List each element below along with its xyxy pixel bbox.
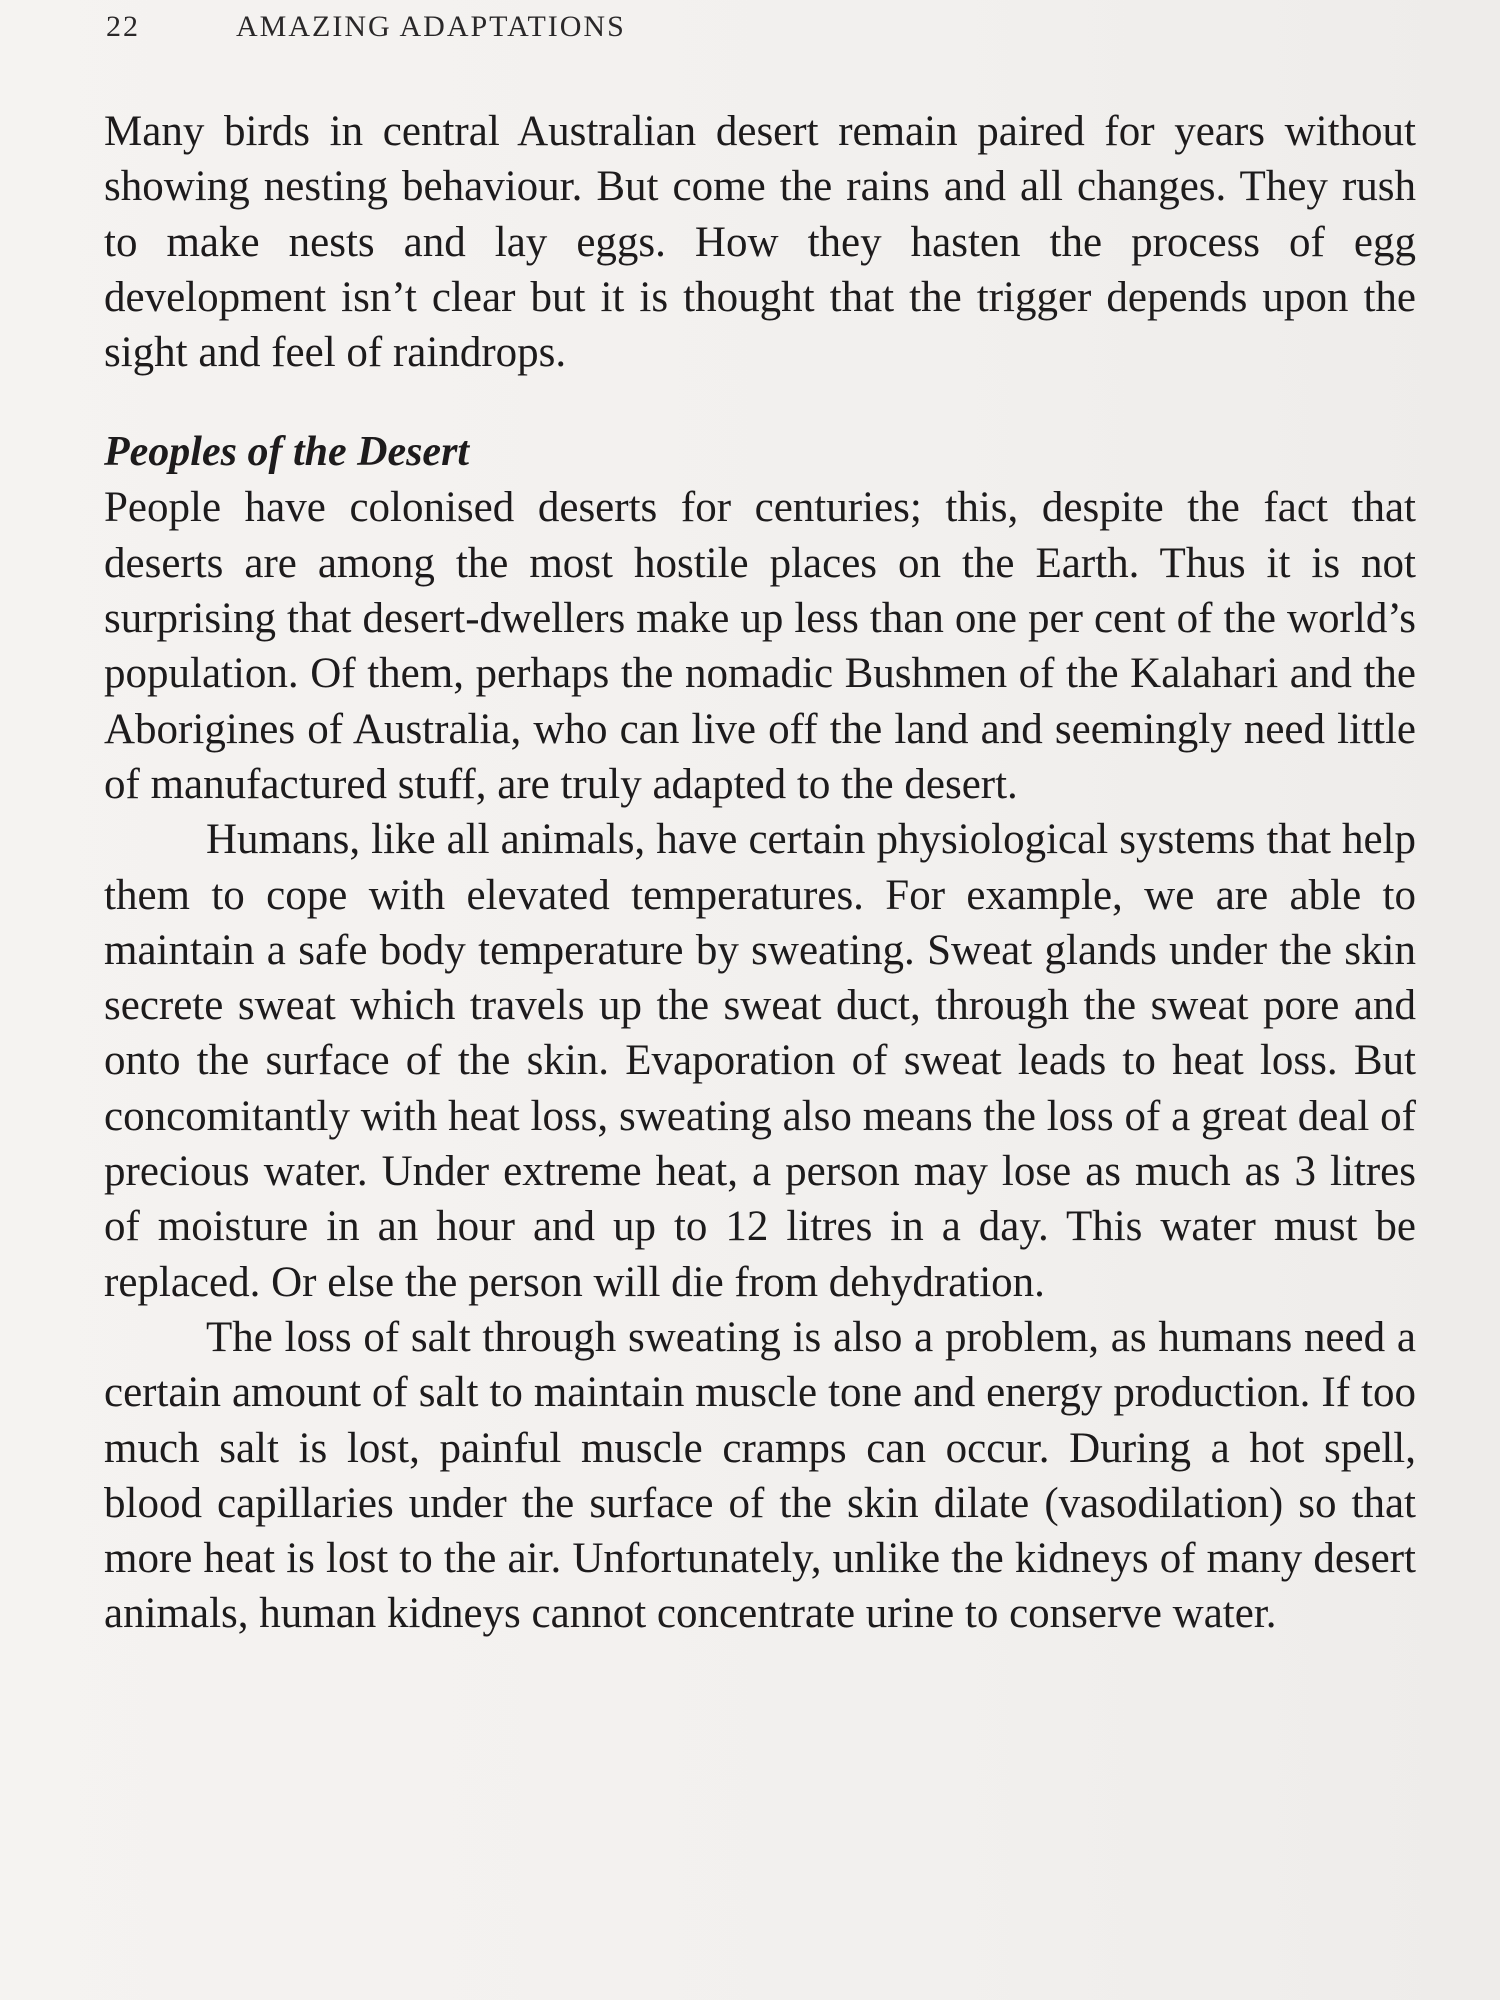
section-heading: Peoples of the Desert	[104, 429, 470, 476]
paragraph-salt-loss: The loss of salt through sweating is also a problem, as humans need a certain amount of salt to maintain muscle tone and energy production. If too much salt is lost, painful muscle cramps can occur. During a hot spell, blood capillaries under the surface of the skin dilate (vasodilation) so that more heat is lost to the air. Unfortunately, unlike the kidneys of many desert animals, human kidneys cannot concentrate urine to conserve water.	[104, 1313, 1416, 1638]
paragraph-peoples: People have colonised deserts for centuries; this, despite the fact that deserts are among the most hostile places on the Earth. Thus it is not surprising that desert-dwellers make up less than one per cent of the world’s population. Of them, perhaps the nomadic Bushmen of the Kalahari and the Aborigines of Australia, who can live off the land and seemingly need little of manufactured stuff, are truly adapted to the desert.	[104, 484, 1416, 808]
running-title: AMAZING ADAPTATIONS	[236, 10, 626, 43]
paragraph-sweating: Humans, like all animals, have certain physiological systems that help them to cope with elevated temperatures. For example, we are able to maintain a safe body temperature by sweating. Sweat glands under the skin secrete sweat which travels up the sweat duct, through the sweat pore and onto the surface of the skin. Evaporation of sweat leads to heat loss. But concomitantly with heat loss, sweating also means the loss of a great deal of precious water. Under extreme heat, a person may lose as much as 3 litres of moisture in an hour and up to 12 litres in a day. This water must be replaced. Or else the person will die from dehydration.	[104, 816, 1416, 1306]
running-head	[106, 10, 626, 44]
page-number: 22	[106, 10, 140, 43]
paragraph-birds: Many birds in central Australian desert remain paired for years without showing nesting behaviour. But come the rains and all changes. They rush to make nests and lay eggs. How they hasten the process of egg development isn’t clear but it is thought that the trigger depends upon the sight and feel of raindrops.	[104, 108, 1416, 377]
page-content	[104, 104, 1416, 1642]
